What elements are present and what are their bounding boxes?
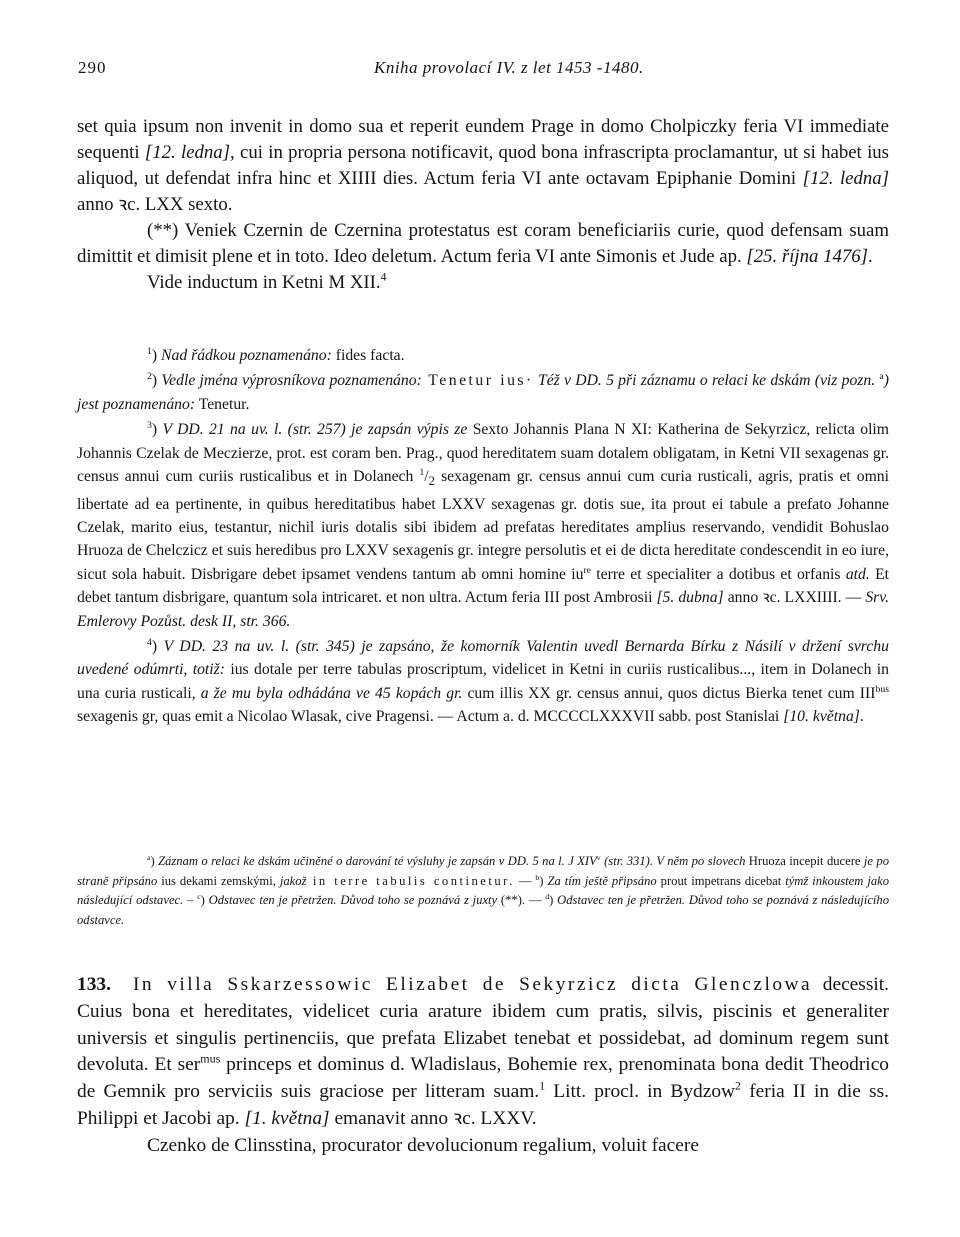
page-header	[78, 58, 888, 82]
footnote-4: $^4$) V DD. 23 na uv. l. (str. 345) je zapsáno, že komorník Valentin uvedl Bernarda Bírku z Násilí v držení svrchu uvedené odúmrti, totiž: ius dotale per terre tabulas proscriptum, videlicet in Ketni in curiis rusticalibus..., item in Dolanech in una curia rusticali, a že mu byla odhádána ve 45 kopách gr. cum illis XX gr. census annui, quos dictus Bierka tenet cum $III^{bus}$ sexagenis gr, quas emit a Nicolao Wlasak, cive Pragensi. — Actum a. d. MCCCCLXXXVII sabb. post Stanislai [10. května].	[77, 636, 889, 726]
paragraph-vide: Vide inductum in Ketni M XII.$^4$	[147, 270, 387, 293]
entry-133	[77, 972, 889, 1160]
footnote-1: $^1$) Nad řádkou poznamenáno: fides facta.	[147, 345, 405, 364]
entry-number: 133.	[77, 974, 111, 995]
apparatus-text: $^a$) Záznam o relaci ke dskám učiněné o darování té výsluhy je zapsán v DD. 5 na l. J XIV$^v$ (str. 331). V něm po slovech Hruoza incepit ducere je po straně připsáno ius dekami zemskými, jakož in terre tabulis continetur. — $^b$) Za tím ještě připsáno prout impetrans dicebat týmž inkoustem jako následující odstavec. – $^c$) Odstavec ten je přetržen. Důvod toho se poznává z juxty (**). — $^d$) Odstavec ten je přetržen. Důvod toho se poznává z následujícího odstavce.	[77, 852, 890, 927]
page-number: 290	[78, 58, 107, 77]
main-text	[77, 114, 889, 296]
entry-paragraph: 133. In villa Sskarzessowic Elizabet de Sekyrzicz dicta Glenczlowa decessit. Cuius bona et hereditates, videlicet curia arature ibidem cum pratis, silvis, piscinis et generaliter universis et singulis pertinenciis, que prefata Elizabet tenebat et possidebat, ad dominum regem sunt devoluta. Et ser$^{mus}$ princeps et dominus d. Wladislaus, Bohemie rex, prenominata bona dedit Theodrico de Gemnik pro serviciis suis graciose per litteram suam.$^1$ Litt. procl. in Bydzow$^2$ feria II in die ss. Philippi et Jacobi ap. [1. května] emanavit anno ꝛc. LXXV.	[77, 974, 890, 1129]
footnote-2: $^2$) Vedle jména výprosníkova poznamenáno: Tenetur ius· Též v DD. 5 při záznamu o relaci ke dskám (viz pozn. $^a$) jest poznamenáno: Tenetur.	[77, 371, 889, 413]
footnote-3: $^3$) V DD. 21 na uv. l. (str. 257) je zapsán výpis ze Sexto Johannis Plana N XI: Katherina de Sekyrzicz, relicta olim Johannis Czelak de Meczierze, prot. est coram ben. Prag., quod hereditatem suam dotalem obligatam, in Ketni VII sexagenas gr. census annui cum curiis rusticalibus et in Dolanech $^1/_2$ sexagenam gr. census annui cum curia rusticali, agris, pratis et omni libertate ad ea pertinente, in quibus hereditatibus habet LXXV sexagenas gr. dotis sue, ita prout ei tabule a prefato Johanne Czelak, marito eius, testantur, nichil iuris dotalis sibi ibidem ad prefatas hereditates amplius reservando, vendidit Bohuslao Hruoza de Chelczicz et suis heredibus pro LXXV sexagenis gr. integre persolutis et ei de dicta hereditate condescendit in eo iure, sicut sola habuit. Disbrigare debet ipsamet vendens tantum ab omni homine $iu^{re}$ terre et specialiter a dotibus et orfanis atd. Et debet tantum disbrigare, quantum sola intricaret. et non ultra. Actum feria III post Ambrosii [5. dubna] anno ꝛc. LXXIIII. — Srv. Emlerovy Pozůst. desk II, str. 366.	[77, 419, 890, 630]
footnotes	[77, 344, 889, 731]
entry-paragraph-2: Czenko de Clinsstina, procurator devolucionum regalium, voluit facere	[147, 1134, 699, 1156]
paragraph-continuation: set quia ipsum non invenit in domo sua et reperit eundem Prage in domo Cholpiczky feria VI immediate sequenti [12. ledna], cui in propria persona notificavit, quod bona infrascripta proclamantur, ut si habet ius aliquod, ut defendat infra hinc et XIIII dies. Actum feria VI ante octavam Epiphanie Domini [12. ledna] anno ꝛc. LXX sexto.	[77, 116, 889, 215]
apparatus-notes	[77, 852, 889, 930]
running-title: Kniha provolací IV. z let 1453 -1480.	[374, 58, 644, 77]
paragraph-protest: (**) Veniek Czernin de Czernina protestatus est coram beneficiariis curie, quod defensam suam dimittit et dimisit plene et in toto. Ideo deletum. Actum feria VI ante Simonis et Jude ap. [25. října 1476].	[77, 220, 889, 267]
